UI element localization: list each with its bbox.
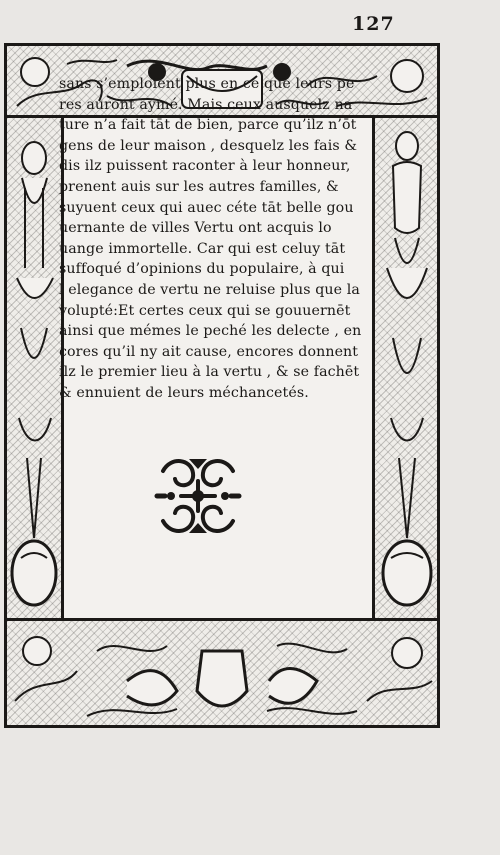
text-line-13: ainsi que mémes le peché les delecte , en <box>59 323 362 340</box>
left-woodcut-border <box>7 118 64 618</box>
text-line-6: prenent auis sur les autres familles, & <box>59 178 339 195</box>
text-line-2: res auront aymé. Mais ceux ausquelz na <box>59 96 353 113</box>
page-number: 127 <box>352 13 395 35</box>
text-line-4: gens de leur maison , desquelz les fais & <box>59 137 358 154</box>
text-line-3: ture n’a fait tāt de bien, parce qu’ilz n’ōt <box>59 117 357 134</box>
fleuron-ornament <box>151 451 245 541</box>
text-line-1: sans s’emploient plus en ce que leurs pe <box>59 76 355 92</box>
text-line-12: volupté:Et certes ceux qui se gouuernēt <box>59 302 351 319</box>
bottom-woodcut-border <box>7 618 437 725</box>
right-woodcut-border <box>372 118 437 618</box>
text-line-16: & ennuient de leurs méchancetés. <box>59 384 309 401</box>
text-line-5: dis ilz puissent raconter à leur honneur, <box>59 158 351 175</box>
text-line-10: suffoqué d’opinions du populaire, à qui <box>59 261 345 278</box>
text-line-7: suyuent ceux qui auec céte tāt belle gou <box>59 199 354 216</box>
text-line-11: l elegance de vertu ne reluise plus que la <box>59 281 360 298</box>
text-line-9: uange immortelle. Car qui est celuy tāt <box>59 240 346 257</box>
body-text <box>59 74 369 404</box>
text-line-15: ilz le premier lieu à la vertu , & se fachēt <box>59 364 360 381</box>
text-line-14: cores qu’il ny ait cause, encores donnent <box>59 343 359 360</box>
text-line-8: uernante de villes Vertu ont acquis lo <box>59 220 332 237</box>
